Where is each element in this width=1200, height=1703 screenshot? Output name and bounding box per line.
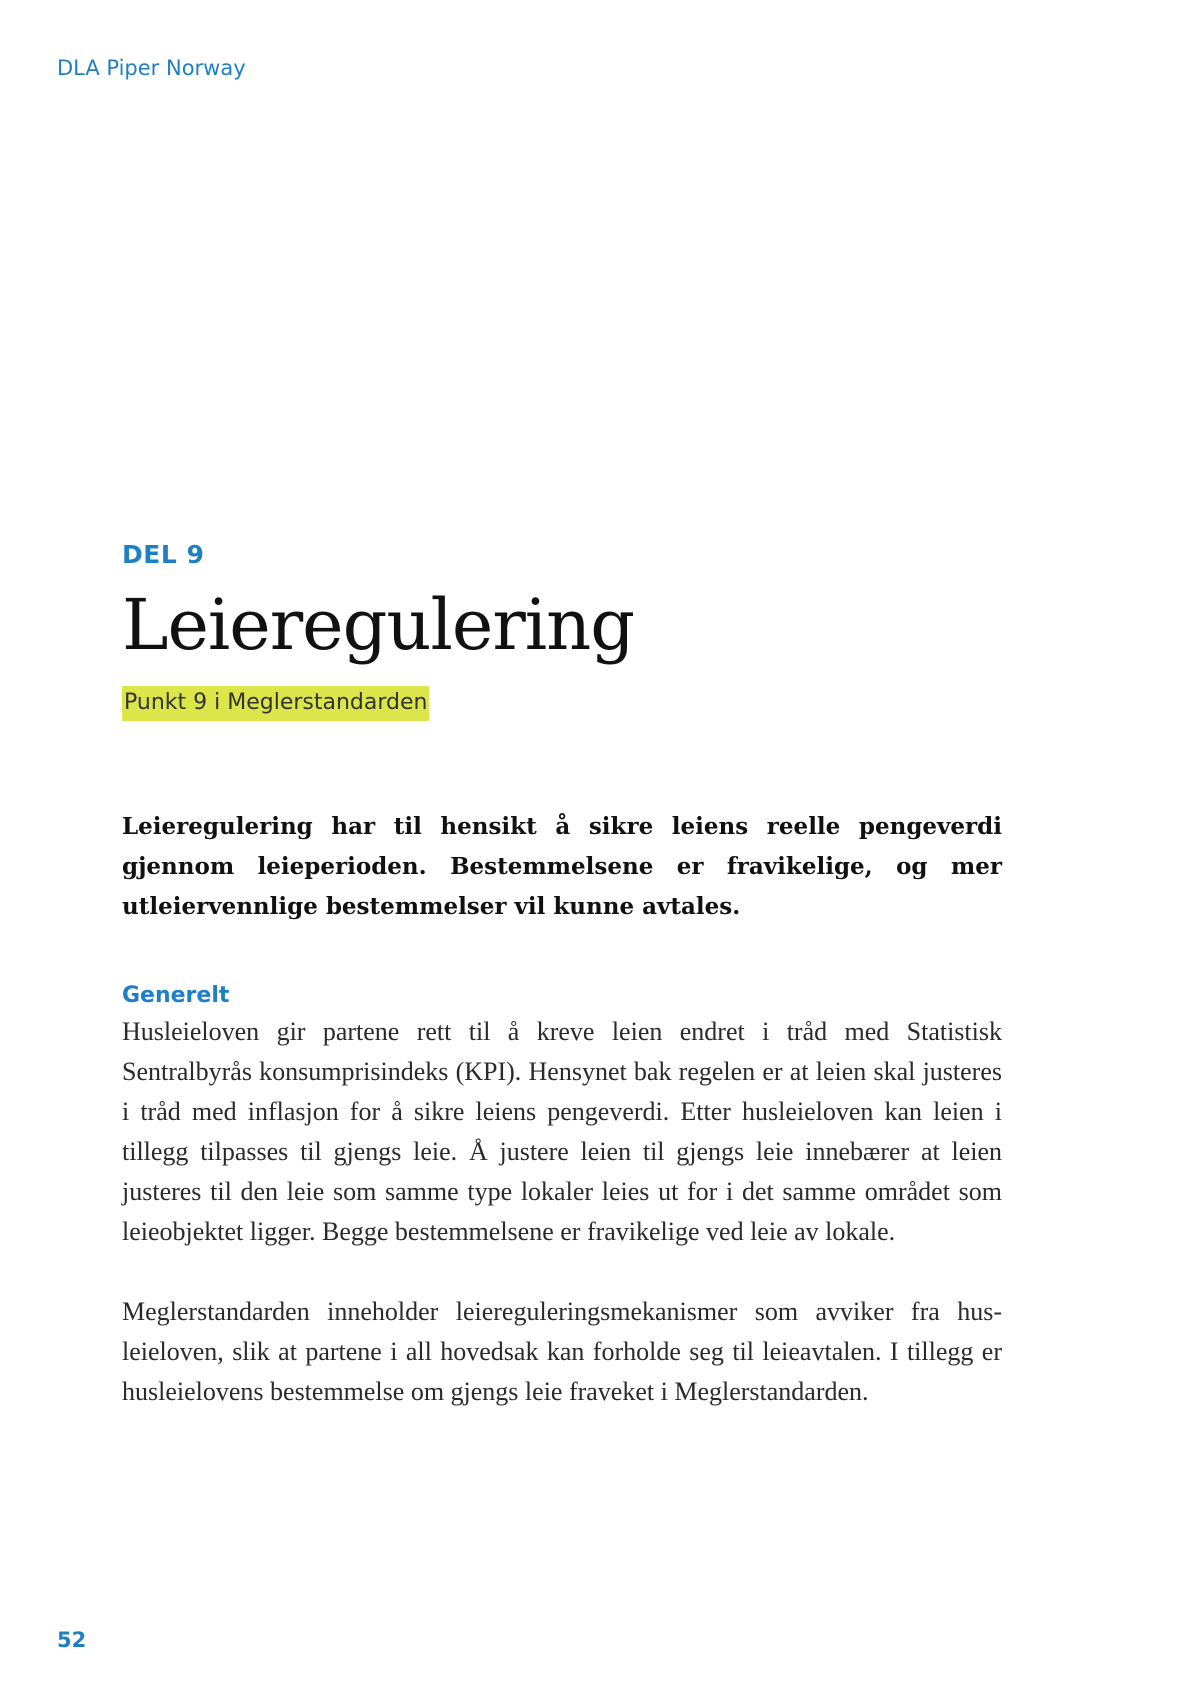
page-content — [122, 540, 1002, 1452]
body-paragraph: Meglerstandarden inneholder leiereguleringsmekanismer som avviker fra husleieloven, slik at partene i all hovedsak kan forholde seg til leieavtalen. I tillegg er husleielovens bestemmelse om gjengs leie fraveket i Meglerstandarden. — [122, 1297, 1002, 1406]
section-label: DEL 9 — [122, 540, 205, 569]
page-title: Leieregulering — [122, 584, 635, 666]
highlight-tag: Punkt 9 i Meglerstandarden — [122, 686, 429, 721]
page-number: 52 — [57, 1628, 87, 1652]
header-brand: DLA Piper Norway — [57, 56, 246, 80]
body-paragraph: Husleieloven gir partene rett til å kreve leien endret i tråd med Statistisk Sentralbyrås konsumprisindeks (KPI). Hensynet bak regelen er at leien skal justeres i tråd med inflasjon for å sikre leiens pengeverdi. Etter husleieloven kan leien i tillegg tilpasses til gjengs leie. Å justere leien til gjengs leie innebærer at leien justeres til den leie som samme type lokaler leies ut for i det samme området som leieobjektet ligger. Begge bestemmelsene er fravikelige ved leie av lokale. — [122, 1017, 1002, 1246]
lead-paragraph: Leieregulering har til hensikt å sikre leiens reelle pengeverdi gjennom leieperioden. Bestemmelsene er fravikelige, og mer utleiervennlige bestemmelser vil kunne avtales. — [122, 813, 1002, 920]
subheading: Generelt — [122, 983, 230, 1008]
